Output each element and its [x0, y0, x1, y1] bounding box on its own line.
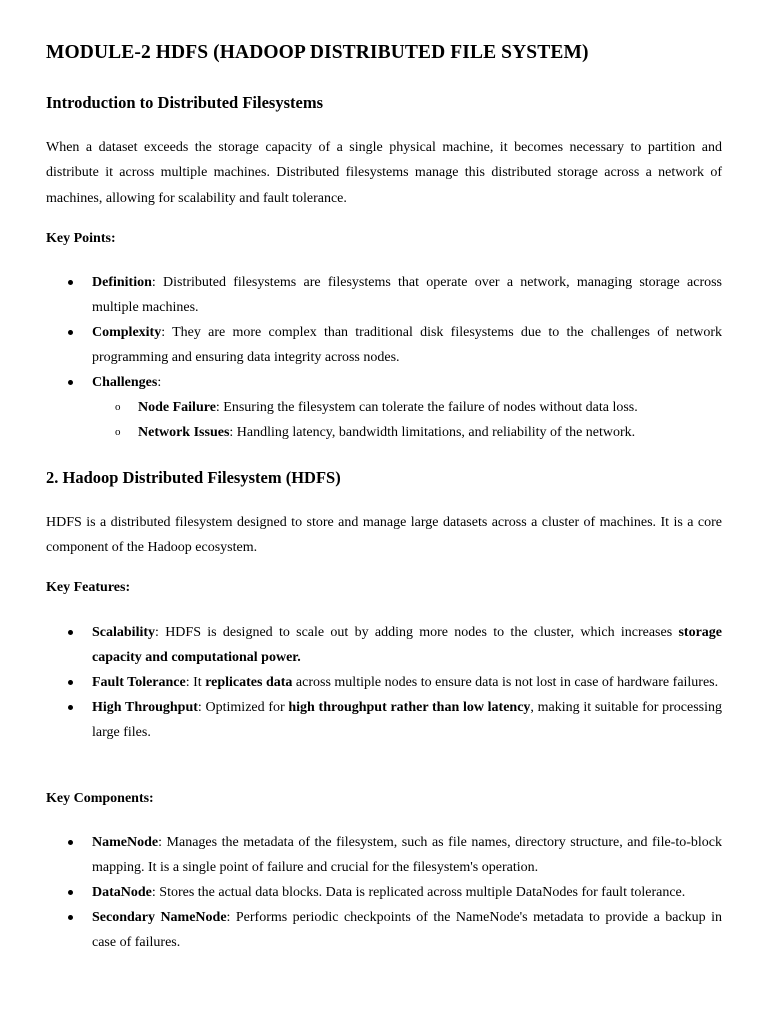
challenges-list — [92, 395, 722, 445]
item-text: : Performs periodic checkpoints of the NameNode's metadata to provide a backup in case of failures. — [92, 910, 722, 950]
list-item — [46, 695, 722, 745]
key-features-list — [46, 620, 722, 745]
item-text: : Ensuring the filesystem can tolerate the failure of nodes without data loss. — [215, 400, 638, 415]
hdfs-heading: 2. Hadoop Distributed Filesystem (HDFS) — [46, 468, 341, 487]
bullet-icon — [68, 280, 73, 285]
item-text: : Manages the metadata of the filesystem, such as file names, directory structure, and file-to-block mapping. It is a single point of failure and crucial for the filesystem's operation. — [92, 835, 722, 875]
key-points-heading: Key Points: — [46, 231, 116, 246]
list-item — [46, 905, 722, 955]
item-term: High Throughput — [92, 700, 198, 715]
bullet-icon — [68, 705, 73, 710]
hdfs-paragraph: HDFS is a distributed filesystem designed to store and manage large datasets across a cluster of machines. It is a core component of the Hadoop ecosystem. — [46, 515, 722, 556]
list-item — [46, 670, 722, 695]
list-item — [46, 320, 722, 370]
item-text: : They are more complex than traditional disk filesystems due to the challenges of network programming and ensuring data integrity across nodes. — [92, 325, 722, 365]
bullet-icon — [68, 840, 73, 845]
item-text: : — [157, 375, 162, 390]
key-points-list — [46, 270, 722, 445]
intro-heading: Introduction to Distributed Filesystems — [46, 93, 323, 112]
list-item — [46, 370, 722, 445]
item-emphasis: high throughput rather than low latency — [288, 700, 531, 715]
item-tail: across multiple nodes to ensure data is not lost in case of hardware failures. — [292, 675, 719, 690]
bullet-icon — [68, 915, 73, 920]
circle-bullet-icon: o — [115, 401, 121, 413]
item-term: Secondary NameNode — [92, 910, 227, 925]
list-item — [46, 830, 722, 880]
bullet-icon — [68, 680, 73, 685]
item-tail: , making it suitable for processing large files. — [92, 700, 722, 740]
item-term: Scalability — [92, 625, 156, 640]
bullet-icon — [68, 890, 73, 895]
list-item — [92, 420, 722, 445]
list-item — [46, 620, 722, 670]
circle-bullet-icon: o — [115, 426, 121, 438]
item-term: DataNode — [92, 885, 152, 900]
item-emphasis: replicates data — [205, 675, 293, 690]
document-title: MODULE-2 HDFS (HADOOP DISTRIBUTED FILE SYSTEM) — [46, 42, 589, 63]
item-term: Definition — [92, 275, 152, 290]
item-term: Challenges — [92, 375, 158, 390]
list-item — [92, 395, 722, 420]
bullet-icon — [68, 330, 73, 335]
item-term: Fault Tolerance — [92, 675, 186, 690]
key-components-heading: Key Components: — [46, 791, 154, 806]
item-emphasis: storage capacity and computational power. — [92, 625, 722, 665]
item-term: Network Issues — [138, 425, 230, 440]
item-term: Complexity — [92, 325, 162, 340]
item-text: : Distributed filesystems are filesystems that operate over a network, managing storage across multiple machines. — [92, 275, 722, 315]
bullet-icon — [68, 380, 73, 385]
item-term: Node Failure — [138, 400, 216, 415]
bullet-icon — [68, 630, 73, 635]
item-text: : Handling latency, bandwidth limitations, and reliability of the network. — [229, 425, 636, 440]
intro-paragraph: When a dataset exceeds the storage capacity of a single physical machine, it becomes necessary to partition and distribute it across multiple machines. Distributed filesystems manage this distributed storage across a network of machines, allowing for scalability and fault tolerance. — [46, 140, 722, 206]
key-components-list — [46, 830, 722, 955]
key-features-heading: Key Features: — [46, 580, 131, 595]
list-item — [46, 270, 722, 320]
list-item — [46, 880, 722, 905]
item-text: : Stores the actual data blocks. Data is replicated across multiple DataNodes for fault tolerance. — [151, 885, 686, 900]
item-text: : It — [185, 675, 206, 690]
item-term: NameNode — [92, 835, 159, 850]
item-text: : HDFS is designed to scale out by adding more nodes to the cluster, which increases — [155, 625, 679, 640]
item-text: : Optimized for — [197, 700, 289, 715]
